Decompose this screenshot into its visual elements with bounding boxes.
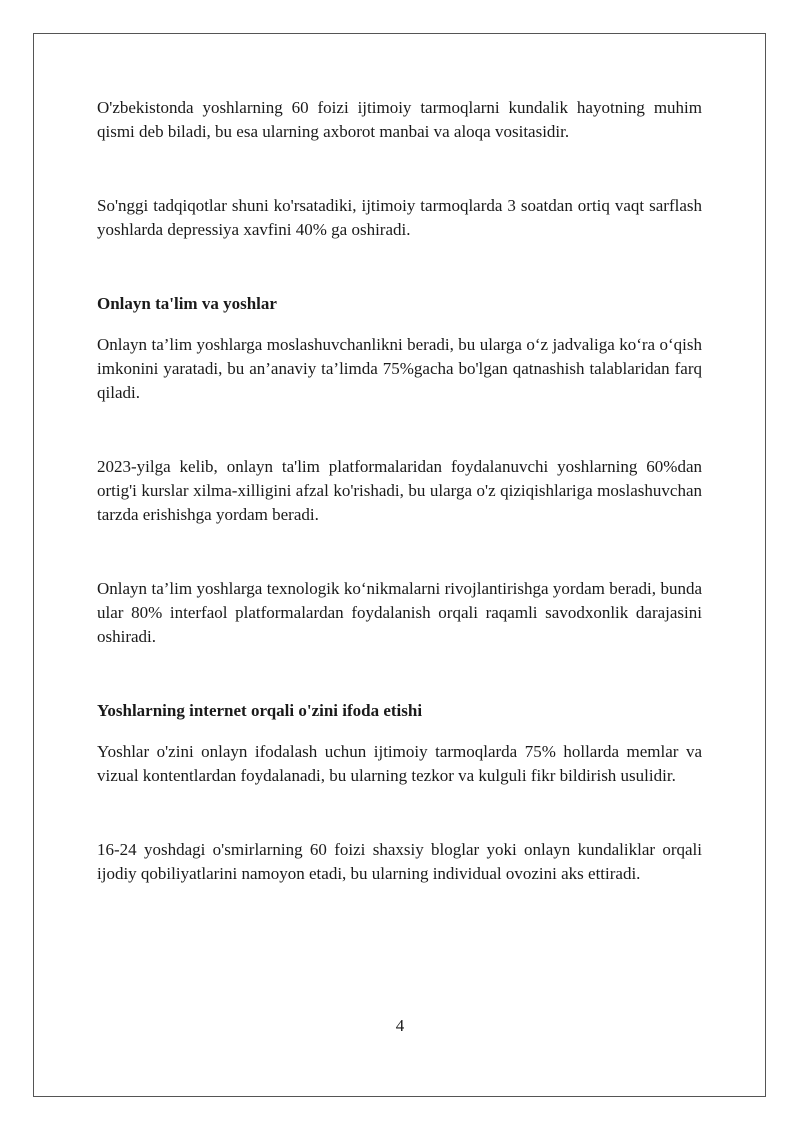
paragraph-memes-visual-content: Yoshlar o'zini onlayn ifodalash uchun ijtimoiy tarmoqlarda 75% hollarda memlar va vizual kontentlardan foydalanadi, bu ularning tezkor va kulguli fikr bildirish usulidir. [97, 742, 702, 785]
paragraph-social-media-usage: O'zbekistonda yoshlarning 60 foizi ijtimoiy tarmoqlarni kundalik hayotning muhim qismi deb biladi, bu esa ularning axborot manbai va aloqa vositasidir. [97, 98, 702, 141]
paragraph-digital-literacy: Onlayn ta’lim yoshlarga texnologik ko‘nikmalarni rivojlantirishga yordam beradi, bunda ular 80% interfaol platformalardan foydalanish orqali raqamli savodxonlik darajasini oshiradi. [97, 579, 702, 646]
page-content [97, 96, 702, 886]
paragraph-online-flexibility: Onlayn ta’lim yoshlarga moslashuvchanlikni beradi, bu ularga o‘z jadvaliga ko‘ra o‘qish imkonini yaratadi, bu an’anaviy ta’limda 75%gacha bo'lgan qatnashish talablaridan farq qiladi. [97, 335, 702, 402]
paragraph-blogs-creativity: 16-24 yoshdagi o'smirlarning 60 foizi shaxsiy bloglar yoki onlayn kundaliklar orqali ijodiy qobiliyatlarini namoyon etadi, bu ularning individual ovozini aks ettiradi. [97, 840, 702, 883]
section-heading-online-education: Onlayn ta'lim va yoshlar [97, 294, 277, 313]
page-number: 4 [395, 1016, 405, 1035]
section-heading-self-expression: Yoshlarning internet orqali o'zini ifoda etishi [97, 701, 423, 720]
paragraph-course-variety: 2023-yilga kelib, onlayn ta'lim platformalaridan foydalanuvchi yoshlarning 60%dan ortig'i kurslar xilma-xilligini afzal ko'rishadi, bu ularga o'z qiziqishlariga moslashuvchan tarzda erishishga yordam beradi. [97, 457, 702, 524]
paragraph-depression-risk: So'nggi tadqiqotlar shuni ko'rsatadiki, ijtimoiy tarmoqlarda 3 soatdan ortiq vaqt sarflash yoshlarda depressiya xavfini 40% ga oshiradi. [97, 196, 702, 239]
